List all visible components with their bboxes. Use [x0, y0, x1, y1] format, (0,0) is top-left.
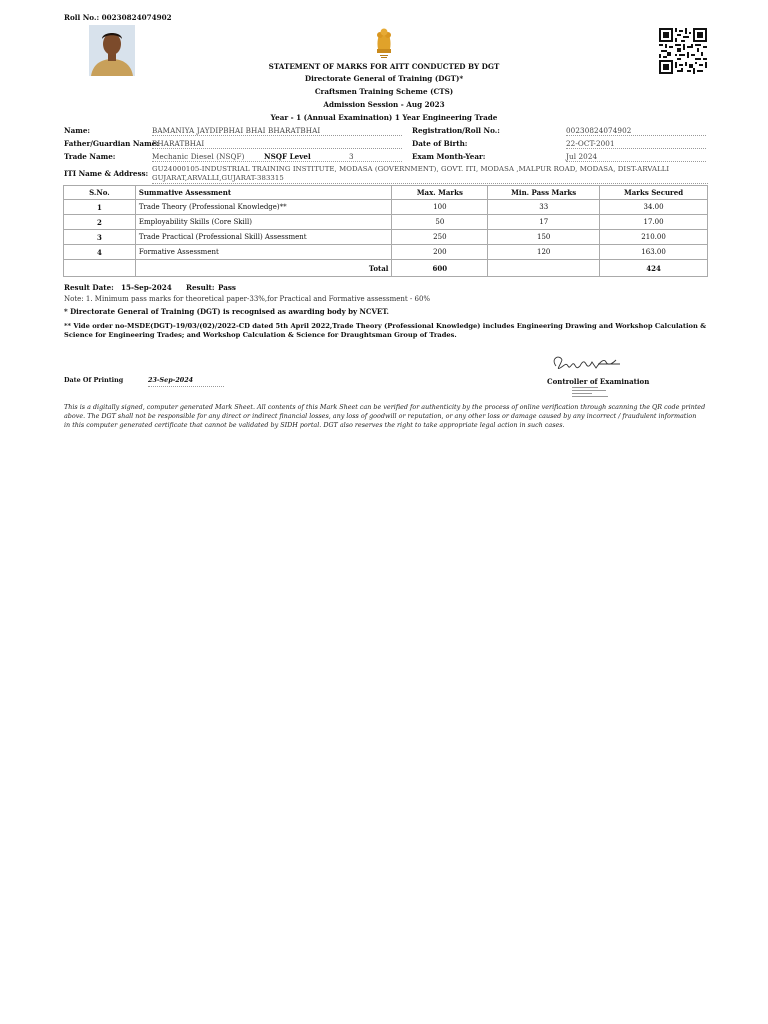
- father-value: BHARATBHAI: [152, 139, 205, 148]
- controller-of-examination: Controller of Examination: [547, 377, 650, 386]
- result-label: Result:: [186, 283, 215, 292]
- row-max: 200: [392, 245, 488, 260]
- dgt-line: Directorate General of Training (DGT)*: [304, 74, 464, 83]
- exam-month-value: Jul 2024: [566, 152, 598, 161]
- table-row: [64, 245, 708, 260]
- result-date-value: 15-Sep-2024: [121, 283, 172, 292]
- stamp-fine-print: [572, 386, 612, 400]
- row-sno: 3: [64, 230, 136, 245]
- row-secured: 163.00: [600, 245, 708, 260]
- iti-address-line1: GU24000105-INDUSTRIAL TRAINING INSTITUTE, MODASA (GOVERNMENT), GOVT. ITI, MODASA ,MALPUR ROAD, MODASA, DIST-ARVALLI: [152, 165, 670, 173]
- father-label: Father/Guardian Name:: [64, 139, 159, 148]
- total-row: [64, 260, 708, 277]
- row-secured: 34.00: [600, 200, 708, 215]
- printing-date-value: 23-Sep-2024: [148, 376, 194, 384]
- marks-table: [63, 185, 708, 277]
- row-max: 50: [392, 215, 488, 230]
- row-min: 120: [488, 245, 600, 260]
- controller-signature: [546, 352, 626, 376]
- session-line: Admission Session - Aug 2023: [323, 100, 445, 109]
- national-emblem: [371, 23, 397, 61]
- note-vide-order-line2: Science for Engineering Trades; and Workshop Calculation & Science for Draughtsman Group of Trades.: [64, 331, 457, 339]
- nsqf-label: NSQF Level: [264, 152, 311, 161]
- registration-label: Registration/Roll No.:: [412, 126, 500, 135]
- scheme-line: Craftsmen Training Scheme (CTS): [314, 87, 454, 96]
- roll-number: Roll No.: 00230824074902: [64, 13, 172, 22]
- row-max: 250: [392, 230, 488, 245]
- table-header-row: [64, 186, 708, 200]
- note-pass-marks: Note: 1. Minimum pass marks for theoretical paper-33%,for Practical and Formative assessment - 60%: [64, 295, 431, 303]
- header-sno: S.No.: [64, 186, 136, 200]
- header-min-pass: Min. Pass Marks: [488, 186, 600, 200]
- row-secured: 210.00: [600, 230, 708, 245]
- row-sno: 4: [64, 245, 136, 260]
- total-label: Total: [135, 260, 392, 277]
- row-sno: 1: [64, 200, 136, 215]
- dob-label: Date of Birth:: [412, 139, 468, 148]
- row-assessment: Trade Theory (Professional Knowledge)**: [135, 200, 392, 215]
- result-value: Pass: [218, 283, 236, 292]
- row-sno: 2: [64, 215, 136, 230]
- table-row: [64, 215, 708, 230]
- row-min: 150: [488, 230, 600, 245]
- registration-value: 00230824074902: [566, 126, 632, 135]
- row-min: 17: [488, 215, 600, 230]
- exam-month-label: Exam Month-Year:: [412, 152, 486, 161]
- printing-date-label: Date Of Printing: [64, 376, 124, 384]
- row-assessment: Employability Skills (Core Skill): [135, 215, 392, 230]
- name-value: BAMANIYA JAYDIPBHAI BHAI BHARATBHAI: [152, 126, 321, 135]
- row-secured: 17.00: [600, 215, 708, 230]
- iti-label: ITI Name & Address:: [64, 169, 149, 178]
- total-max: 600: [392, 260, 488, 277]
- name-label: Name:: [64, 126, 91, 135]
- row-assessment: Trade Practical (Professional Skill) Assessment: [135, 230, 392, 245]
- table-row: [64, 200, 708, 215]
- row-assessment: Formative Assessment: [135, 245, 392, 260]
- trade-label: Trade Name:: [64, 152, 116, 161]
- header-marks-secured: Marks Secured: [600, 186, 708, 200]
- statement-title: STATEMENT OF MARKS FOR AITT CONDUCTED BY DGT: [268, 62, 500, 71]
- total-secured: 424: [600, 260, 708, 277]
- table-row: [64, 230, 708, 245]
- row-min: 33: [488, 200, 600, 215]
- exam-line: Year - 1 (Annual Examination) 1 Year Engineering Trade: [270, 113, 498, 122]
- note-vide-order-line1: ** Vide order no-MSDE(DGT)-19/03/(02)/2022-CD dated 5th April 2022,Trade Theory (Professional Knowledge) includes Engineering Drawing and Workshop Calculation &: [64, 322, 707, 330]
- disclaimer-line1: This is a digitally signed, computer generated Mark Sheet. All contents of this Mark Sheet can be verified for authenticity by the process of online verification through scanning the QR code printed: [64, 403, 706, 411]
- trade-value: Mechanic Diesel (NSQF): [152, 152, 245, 161]
- header-max-marks: Max. Marks: [392, 186, 488, 200]
- header-assessment: Summative Assessment: [135, 186, 392, 200]
- dob-value: 22-OCT-2001: [566, 139, 615, 148]
- disclaimer-line2: above. The DGT shall not be responsible for any direct or indirect financial losses, any loss of goodwill or reputation, or any other loss or damage caused by any incorrect / fraudulent information: [64, 412, 697, 420]
- iti-address-line2: GUJARAT,ARVALLI,GUJARAT-383315: [152, 174, 284, 182]
- result-date-label: Result Date:: [64, 283, 114, 292]
- disclaimer-line3: in this computer generated certificate that cannot be validated by SIDH portal. DGT also reserves the right to take appropriate legal action in such cases.: [64, 421, 565, 429]
- row-max: 100: [392, 200, 488, 215]
- nsqf-value: 3: [349, 152, 354, 161]
- note-awarding-body: * Directorate General of Training (DGT) is recognised as awarding body by NCVET.: [64, 307, 389, 316]
